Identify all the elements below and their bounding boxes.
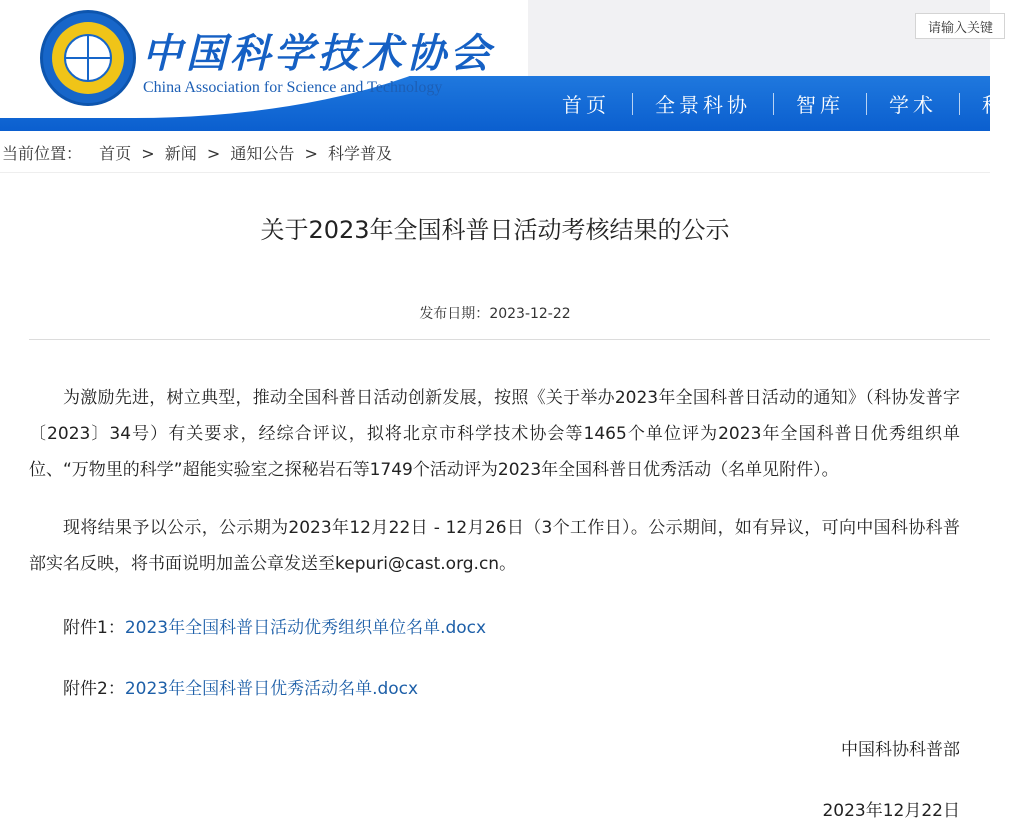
article-title: 关于2023年全国科普日活动考核结果的公示 bbox=[260, 216, 730, 244]
breadcrumb-separator: > bbox=[206, 144, 221, 163]
signature: 中国科协科普部 bbox=[841, 740, 960, 760]
breadcrumb-divider bbox=[0, 172, 990, 173]
nav-item-overview[interactable]: 全景科协 bbox=[655, 93, 751, 117]
breadcrumb-separator: > bbox=[141, 144, 155, 163]
breadcrumb bbox=[2, 141, 392, 164]
signature-date: 2023年12月22日 bbox=[822, 801, 960, 821]
brand-name-cn[interactable]: 中国科学技术协会 bbox=[142, 30, 494, 77]
attachment-label: 附件2： bbox=[63, 679, 125, 699]
search-input[interactable]: 请输入关键 bbox=[915, 13, 1005, 39]
article-paragraph: 为激励先进，树立典型，推动全国科普日活动创新发展，按照《关于举办2023年全国科普日活动的通知》（科协发普字〔2023〕34号）有关要求，经综合评议，拟将北京市科学技术协会等1465个单位评为2023年全国科普日优秀组织单位、“万物里的科学”超能实验室之探秘岩石等1749个活动评为2023年全国科普日优秀活动（名单见附件）。 bbox=[29, 388, 960, 480]
nav-item-academic[interactable]: 学术 bbox=[889, 93, 937, 117]
globe-icon bbox=[64, 34, 112, 82]
breadcrumb-science-popularization[interactable]: 科学普及 bbox=[327, 144, 392, 163]
cast-logo-icon[interactable] bbox=[40, 10, 136, 106]
article-paragraph: 现将结果予以公示，公示期为2023年12月22日 - 12月26日（3个工作日）。公示期间，如有异议，可向中国科协科普部实名反映，将书面说明加盖公章发送至kepuri@cast.org.cn。 bbox=[29, 518, 960, 574]
breadcrumb-separator: > bbox=[304, 144, 318, 163]
publish-date bbox=[0, 303, 990, 323]
nav-item-think-tank[interactable]: 智库 bbox=[796, 93, 844, 117]
nav-item-science[interactable]: 科 bbox=[982, 93, 1006, 117]
attachment-label: 附件1： bbox=[63, 618, 125, 638]
attachment-item bbox=[63, 674, 418, 699]
publish-date-label: 发布日期： bbox=[419, 306, 490, 322]
brand-name-en[interactable]: China Association for Science and Technology bbox=[143, 79, 443, 96]
breadcrumb-news[interactable]: 新闻 bbox=[164, 144, 197, 163]
main-nav bbox=[540, 76, 1028, 131]
nav-item-home[interactable]: 首页 bbox=[562, 93, 610, 117]
site-header bbox=[0, 0, 1006, 131]
breadcrumb-label: 当前位置： bbox=[2, 144, 83, 163]
attachment-link[interactable]: 2023年全国科普日优秀活动名单.docx bbox=[124, 679, 419, 699]
attachment-link[interactable]: 2023年全国科普日活动优秀组织单位名单.docx bbox=[124, 618, 487, 638]
breadcrumb-notices[interactable]: 通知公告 bbox=[230, 144, 295, 163]
publish-date-value: 2023-12-22 bbox=[489, 306, 571, 322]
breadcrumb-home[interactable]: 首页 bbox=[99, 144, 132, 163]
attachment-item bbox=[63, 613, 486, 638]
title-divider bbox=[29, 339, 990, 340]
